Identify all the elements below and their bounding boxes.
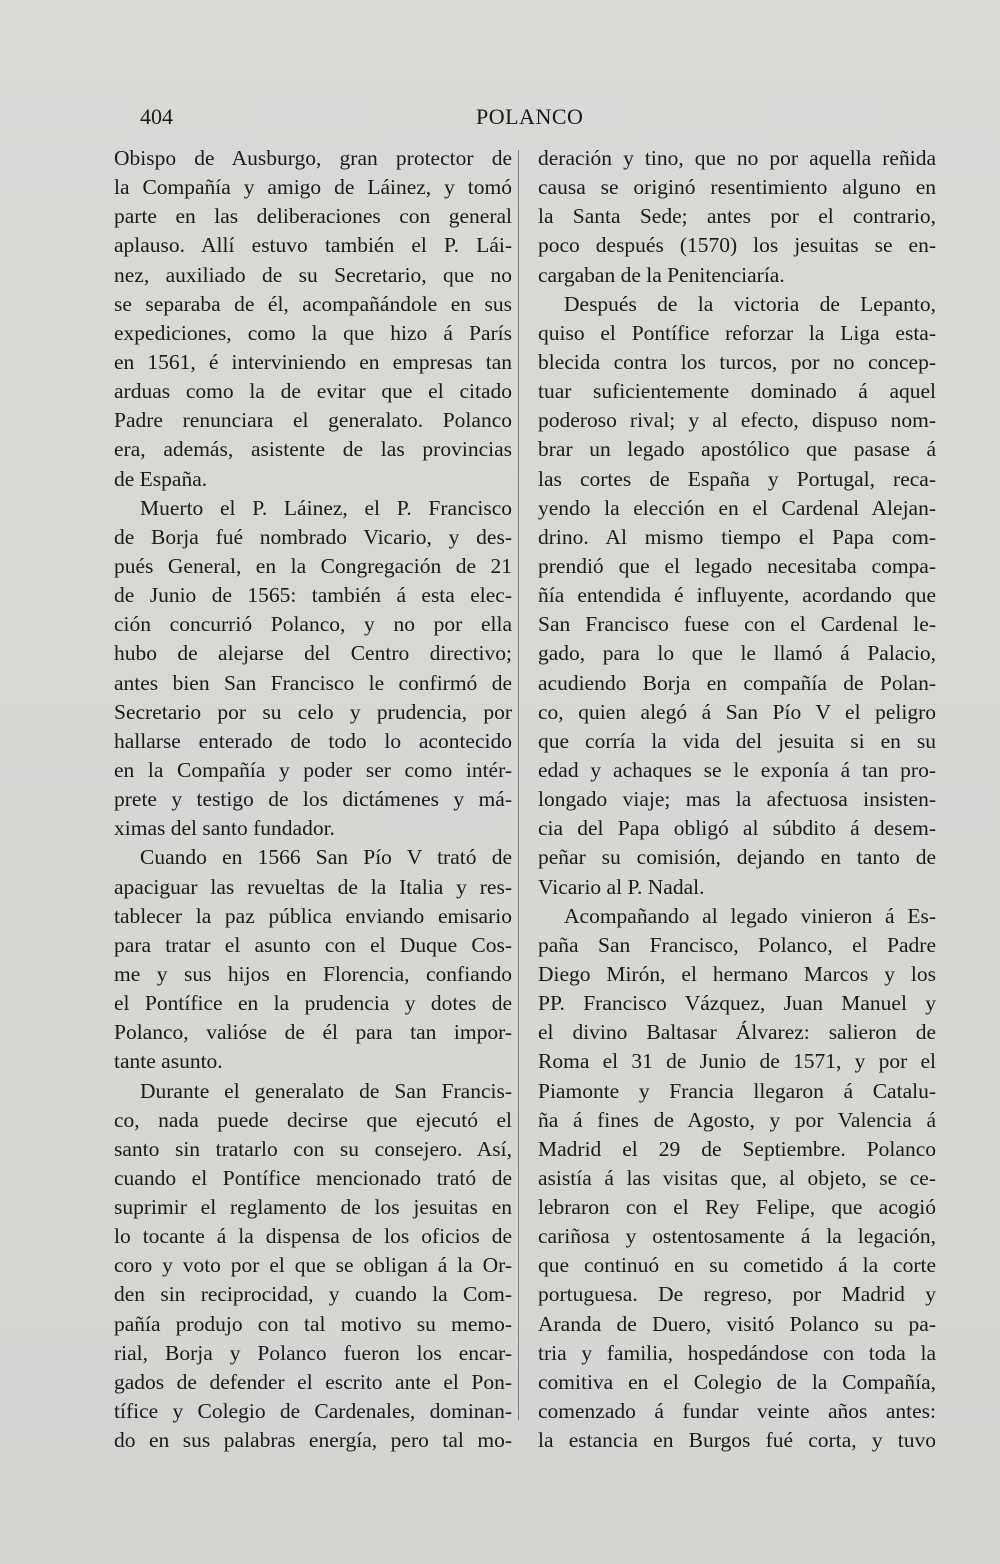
text-line: lebraron con el Rey Felipe, que acogió	[538, 1195, 936, 1220]
text-line: causa se originó resentimiento alguno en	[538, 175, 936, 200]
text-line: de Borja fué nombrado Vicario, y des-	[114, 524, 512, 549]
text-line: ximas del santo fundador.	[114, 816, 335, 841]
text-line: expediciones, como la que hizo á París	[114, 320, 512, 345]
text-line: el divino Baltasar Álvarez: salieron de	[538, 1020, 936, 1045]
text-line: santo sin tratarlo con su consejero. Así,	[114, 1136, 512, 1161]
text-line: rial, Borja y Polanco fueron los encar-	[114, 1340, 512, 1365]
text-line: me y sus hijos en Florencia, confiando	[114, 961, 512, 986]
text-line: ción concurrió Polanco, y no por ella	[114, 612, 512, 637]
text-line: asistía á las visitas que, al objeto, se ce-	[538, 1165, 936, 1190]
text-line: do en sus palabras energía, pero tal mo-	[114, 1428, 512, 1453]
column-divider	[518, 150, 519, 1420]
text-line: Durante el generalato de San Francis-	[140, 1078, 512, 1103]
text-line: que corría la vida del jesuita si en su	[538, 728, 936, 753]
left-column	[114, 144, 512, 1455]
text-line: pañía produjo con tal motivo su memo-	[114, 1311, 512, 1336]
text-line: parte en las deliberaciones con general	[114, 204, 512, 229]
text-line: peñar su comisión, dejando en tanto de	[538, 845, 936, 870]
text-line: brar un legado apostólico que pasase á	[538, 437, 936, 462]
text-line: Piamonte y Francia llegaron á Catalu-	[538, 1078, 936, 1103]
text-line: co, nada puede decirse que ejecutó el	[114, 1107, 512, 1132]
text-line: prendió que el legado necesitaba compa-	[538, 553, 936, 578]
text-line: de España.	[114, 466, 208, 491]
text-line: hubo de alejarse del Centro directivo;	[114, 641, 512, 666]
text-line: cia del Papa obligó al súbdito á desem-	[538, 816, 936, 841]
text-line: arduas como la de evitar que el citado	[114, 379, 512, 404]
text-line: comenzado á fundar veinte años antes:	[538, 1399, 936, 1424]
text-line: la estancia en Burgos fué corta, y tuvo	[538, 1428, 936, 1453]
text-line: Polanco, valióse de él para tan impor-	[114, 1020, 512, 1045]
text-line: deración y tino, que no por aquella reñida	[538, 146, 936, 170]
text-line: gados de defender el escrito ante el Pon-	[114, 1369, 512, 1394]
text-line: Roma el 31 de Junio de 1571, y por el	[538, 1049, 936, 1074]
text-line: en 1561, é interviniendo en empresas tan	[114, 349, 512, 374]
text-line: de Junio de 1565: también á esta elec-	[114, 583, 512, 608]
text-line: la Compañía y amigo de Láinez, y tomó	[114, 175, 512, 200]
text-line: Madrid el 29 de Septiembre. Polanco	[538, 1136, 936, 1161]
text-line: poderoso rival; y al efecto, dispuso nom-	[538, 408, 936, 433]
page-number: 404	[140, 104, 173, 129]
text-line: poco después (1570) los jesuitas se en-	[538, 233, 936, 258]
text-line: gado, para lo que le llamó á Palacio,	[538, 641, 936, 666]
text-line: tablecer la paz pública enviando emisario	[114, 903, 512, 928]
text-line: Diego Mirón, el hermano Marcos y los	[538, 961, 936, 986]
text-line: la Santa Sede; antes por el contrario,	[538, 204, 936, 229]
text-line: Acompañando al legado vinieron á Es-	[564, 903, 936, 928]
text-line: paña San Francisco, Polanco, el Padre	[538, 932, 936, 957]
right-column	[538, 144, 936, 1455]
text-line: ña á fines de Agosto, y por Valencia á	[538, 1107, 936, 1132]
text-line: co, quien alegó á San Pío V el peligro	[538, 699, 936, 724]
text-line: nez, auxiliado de su Secretario, que no	[114, 262, 512, 287]
text-line: quiso el Pontífice reforzar la Liga esta-	[538, 320, 936, 345]
text-line: portuguesa. De regreso, por Madrid y	[538, 1282, 936, 1307]
text-line: aplauso. Allí estuvo también el P. Lái-	[114, 233, 512, 258]
text-line: Secretario por su celo y prudencia, por	[114, 699, 512, 724]
running-head	[0, 104, 1000, 140]
text-line: para tratar el asunto con el Duque Cos-	[114, 932, 512, 957]
text-line: Después de la victoria de Lepanto,	[564, 291, 936, 316]
text-line: las cortes de España y Portugal, reca-	[538, 466, 936, 491]
text-line: edad y achaques se le exponía á tan pro-	[538, 757, 936, 782]
text-line: coro y voto por el que se obligan á la Or-	[114, 1253, 512, 1278]
text-line: tífice y Colegio de Cardenales, dominan-	[114, 1399, 512, 1424]
text-line: suprimir el reglamento de los jesuitas en	[114, 1195, 512, 1220]
text-line: antes bien San Francisco le confirmó de	[114, 670, 512, 695]
text-line: cuando el Pontífice mencionado trató de	[114, 1165, 512, 1190]
text-line: en la Compañía y poder ser como intér-	[114, 757, 512, 782]
text-line: pués General, en la Congregación de 21	[114, 553, 512, 578]
text-line: cariñosa y ostentosamente á la legación,	[538, 1224, 936, 1249]
text-line: hallarse enterado de todo lo acontecido	[114, 728, 512, 753]
running-title: POLANCO	[476, 104, 584, 129]
text-line: tuar suficientemente dominado á aquel	[538, 379, 936, 404]
text-line: blecida contra los turcos, por no concep-	[538, 349, 936, 374]
text-line: apaciguar las revueltas de la Italia y res-	[114, 874, 512, 899]
text-line: Vicario al P. Nadal.	[538, 874, 705, 899]
text-line: prete y testigo de los dictámenes y má-	[114, 787, 512, 812]
text-line: era, además, asistente de las provincias	[114, 437, 512, 462]
text-line: Muerto el P. Láinez, el P. Francisco	[140, 495, 512, 520]
text-line: comitiva en el Colegio de la Compañía,	[538, 1369, 936, 1394]
text-line: Obispo de Ausburgo, gran protector de	[114, 146, 512, 170]
text-line: San Francisco fuese con el Cardenal le-	[538, 612, 936, 637]
text-line: tria y familia, hospedándose con toda la	[538, 1340, 936, 1365]
text-line: yendo la elección en el Cardenal Alejan-	[538, 495, 936, 520]
text-line: longado viaje; mas la afectuosa insisten-	[538, 787, 936, 812]
text-line: den sin reciprocidad, y cuando la Com-	[114, 1282, 512, 1307]
text-line: cargaban de la Penitenciaría.	[538, 262, 785, 287]
text-line: acudiendo Borja en compañía de Polan-	[538, 670, 936, 695]
text-line: que continuó en su cometido á la corte	[538, 1253, 936, 1278]
text-line: Cuando en 1566 San Pío V trató de	[140, 845, 512, 870]
text-line: drino. Al mismo tiempo el Papa com-	[538, 524, 936, 549]
text-line: Aranda de Duero, visitó Polanco su pa-	[538, 1311, 936, 1336]
text-line: PP. Francisco Vázquez, Juan Manuel y	[538, 991, 936, 1016]
text-line: el Pontífice en la prudencia y dotes de	[114, 991, 512, 1016]
text-line: lo tocante á la dispensa de los oficios de	[114, 1224, 512, 1249]
text-line: tante asunto.	[114, 1049, 223, 1074]
text-line: ñía entendida é influyente, acordando que	[538, 583, 936, 608]
text-line: Padre renunciara el generalato. Polanco	[114, 408, 512, 433]
text-line: se separaba de él, acompañándole en sus	[114, 291, 512, 316]
